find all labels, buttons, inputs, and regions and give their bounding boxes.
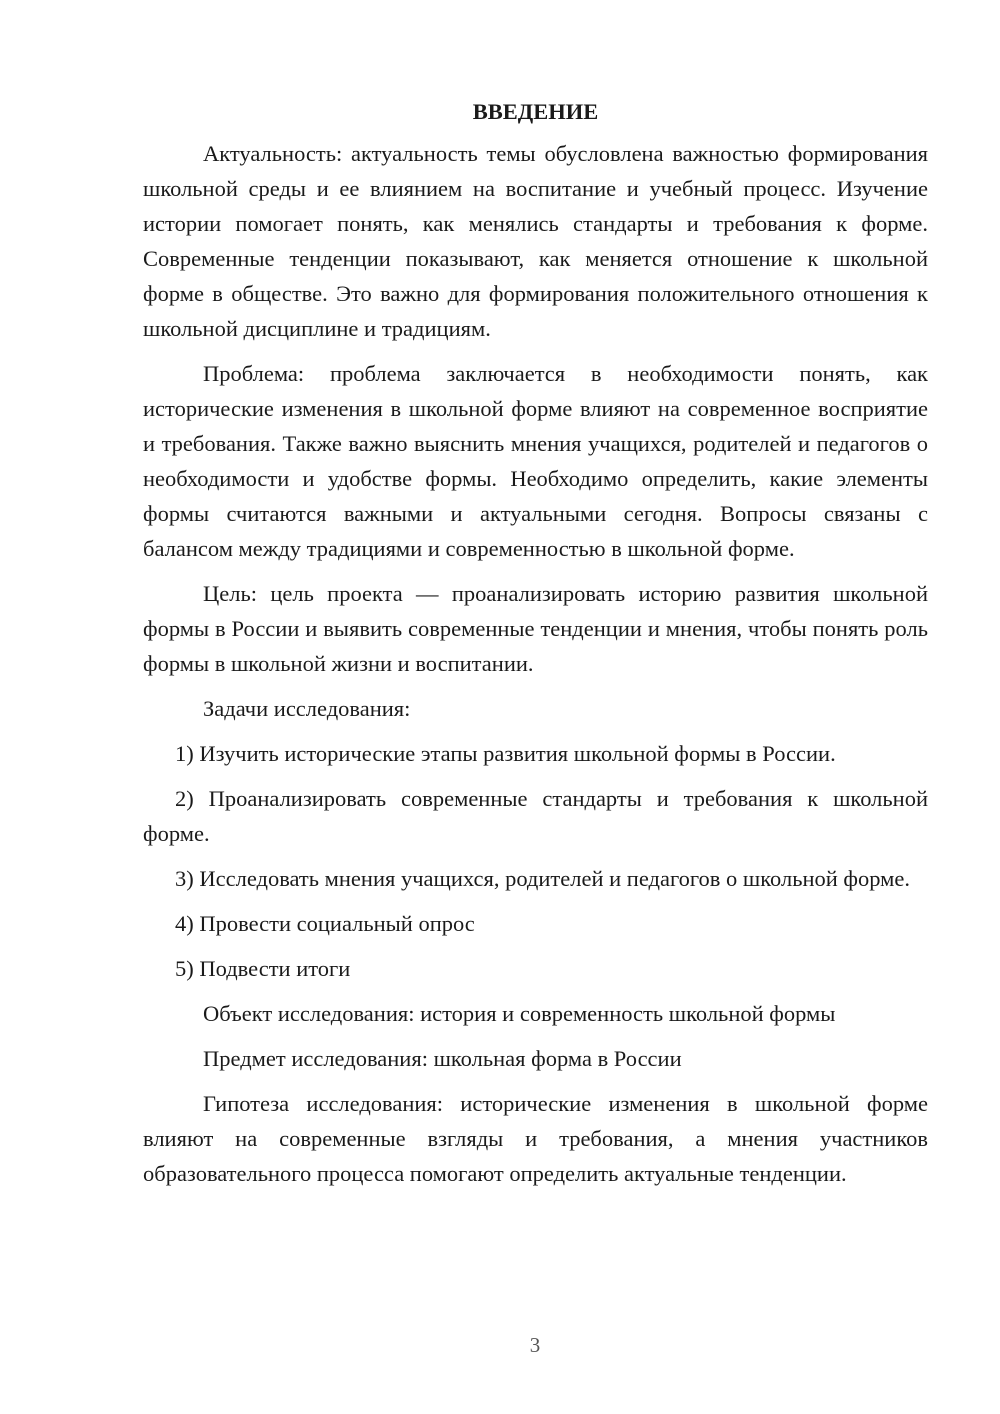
task-item-2: 2) Проанализировать современные стандарты и требования к школьной форме. bbox=[143, 786, 928, 846]
goal-paragraph: Цель: цель проекта — проанализировать историю развития школьной формы в России и выявить современные тенденции и мнения, чтобы понять роль формы в школьной жизни и воспитании. bbox=[143, 581, 928, 676]
page-title: ВВЕДЕНИЕ bbox=[472, 99, 599, 124]
tasks-heading: Задачи исследования: bbox=[203, 696, 411, 721]
relevance-paragraph: Актуальность: актуальность темы обусловлена важностью формирования школьной среды и ее влиянием на воспитание и учебный процесс. Изучение истории помогает понять, как менялись стандарты и требования к форме. Современные тенденции показывают, как меняется отношение к школьной форме в обществе. Это важно для формирования положительного отношения к школьной дисциплине и традициям. bbox=[143, 141, 928, 341]
task-item-5: 5) Подвести итоги bbox=[175, 956, 351, 981]
hypothesis-paragraph: Гипотеза исследования: исторические изменения в школьной форме влияют на современные взгляды и требования, а мнения участников образовательного процесса помогают определить актуальные тенденции. bbox=[143, 1091, 928, 1186]
object-paragraph: Объект исследования: история и современность школьной формы bbox=[203, 1001, 836, 1026]
problem-paragraph: Проблема: проблема заключается в необходимости понять, как исторические изменения в школьной форме влияют на современное восприятие и требования. Также важно выяснить мнения учащихся, родителей и педагогов о необходимости и удобстве формы. Необходимо определить, какие элементы формы считаются важными и актуальными сегодня. Вопросы связаны с балансом между традициями и современностью в школьной форме. bbox=[143, 361, 928, 561]
task-item-1: 1) Изучить исторические этапы развития школьной формы в России. bbox=[175, 741, 836, 766]
task-item-4: 4) Провести социальный опрос bbox=[175, 911, 475, 936]
task-item-3: 3) Исследовать мнения учащихся, родителей и педагогов о школьной форме. bbox=[175, 866, 911, 891]
page-number: 3 bbox=[529, 1333, 541, 1357]
document-page bbox=[143, 96, 928, 1201]
subject-paragraph: Предмет исследования: школьная форма в России bbox=[203, 1046, 682, 1071]
